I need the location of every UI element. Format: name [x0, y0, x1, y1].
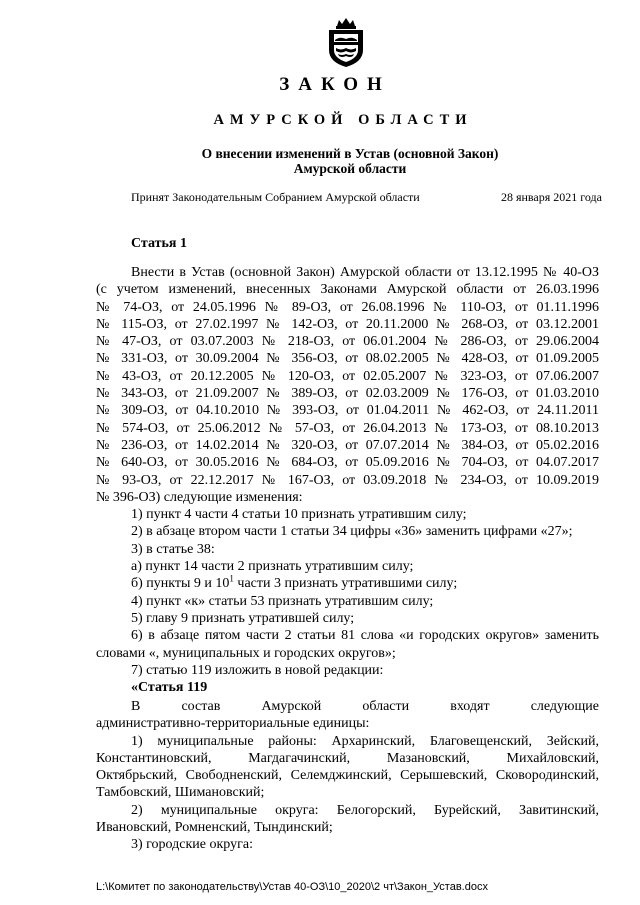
list-item [96, 575, 599, 592]
list-item: 3) городские округа: [131, 837, 253, 853]
list-item: 1) муниципальные районы: Архаринский, Благовещенский, Зейский, [131, 733, 599, 749]
text-line: № 574-ОЗ, от 25.06.2012 № 57-ОЗ, от 26.04.2013 № 173-ОЗ, от 08.10.2013 [96, 420, 599, 436]
adopted-by: Принят Законодательным Собранием Амурской области [131, 190, 420, 204]
article-heading: Статья 1 [131, 236, 187, 251]
text-line: № 309-ОЗ, от 04.10.2010 № 393-ОЗ, от 01.04.2011 № 462-ОЗ, от 24.11.2011 [96, 403, 599, 419]
superscript: 1 [229, 573, 234, 584]
subtitle-line: О внесении изменений в Устав (основной Закон) [201, 146, 499, 161]
text-line: № 236-ОЗ, от 14.02.2014 № 320-ОЗ, от 07.07.2014 № 384-ОЗ, от 05.02.2016 [96, 437, 599, 453]
text-line: Константиновский, Магдагачинский, Мазановский, Михайловский, [96, 750, 599, 766]
list-item-text: части 3 признать утратившими силу; [233, 576, 458, 592]
coat-of-arms-icon [325, 18, 367, 68]
text-line: (с учетом изменений, внесенных Законами Амурской области от 26.03.1996 [96, 282, 599, 298]
text-line: № 343-ОЗ, от 21.09.2007 № 389-ОЗ, от 02.03.2009 № 176-ОЗ, от 01.03.2010 [96, 386, 599, 402]
text-line: № 74-ОЗ, от 24.05.1996 № 89-ОЗ, от 26.08.1996 № 110-ОЗ, от 01.11.1996 [96, 299, 599, 315]
list-item: 3) в статье 38: [131, 541, 215, 557]
text-line: Внести в Устав (основной Закон) Амурской области от 13.12.1995 № 40-ОЗ [131, 265, 599, 280]
text-line: Ивановский, Ромненский, Тындинский; [96, 820, 333, 836]
list-item: 5) главу 9 признать утратившей силу; [131, 610, 355, 626]
subtitle-line: Амурской области [293, 161, 407, 176]
list-item-text: б) пункты 9 и 10 [131, 576, 230, 592]
list-item: 7) статью 119 изложить в новой редакции: [131, 662, 384, 678]
list-item: 4) пункт «к» статьи 53 признать утратившим силу; [131, 593, 434, 609]
document-subtitle [90, 146, 610, 176]
list-item: 2) муниципальные округа: Белогорский, Бурейский, Завитинский, [131, 802, 599, 818]
text-line: Октябрьский, Свободненский, Селемджинский, Серышевский, Сковородинский, [96, 768, 599, 784]
text-line: В состав Амурской области входят следующие [131, 699, 599, 714]
text-line: № 47-ОЗ, от 03.07.2003 № 218-ОЗ, от 06.01.2004 № 286-ОЗ, от 29.06.2004 [96, 334, 599, 350]
text-line: № 93-ОЗ, от 22.12.2017 № 167-ОЗ, от 03.09.2018 № 234-ОЗ, от 10.09.2019 [96, 472, 599, 488]
text-line: № 640-ОЗ, от 30.05.2016 № 684-ОЗ, от 05.09.2016 № 704-ОЗ, от 04.07.2017 [96, 455, 599, 471]
text-line: Тамбовский, Шимановский; [96, 785, 265, 801]
list-item: 1) пункт 4 части 4 статьи 10 признать утратившим силу; [131, 507, 467, 523]
document-title: ЗАКОН [279, 74, 391, 95]
article-119-body [96, 698, 599, 854]
list-item: а) пункт 14 части 2 признать утратившим силу; [131, 559, 414, 575]
article-body [96, 264, 599, 696]
adopted-date: 28 января 2021 года [500, 190, 602, 204]
text-line: № 43-ОЗ, от 20.12.2005 № 120-ОЗ, от 02.05.2007 № 323-ОЗ, от 07.06.2007 [96, 368, 599, 384]
text-line: словами «, муниципальных и городских округов»; [96, 645, 396, 661]
list-item: 2) в абзаце втором части 1 статьи 34 цифры «36» заменить цифрами «27»; [131, 524, 573, 540]
file-path-footer: L:\Комитет по законодательству\Устав 40-ОЗ\10_2020\2 чт\Закон_Устав.docx [96, 881, 488, 893]
text-line: № 396-ОЗ) следующие изменения: [96, 489, 303, 505]
text-line: административно-территориальные единицы: [96, 716, 370, 732]
new-article-heading: «Статья 119 [131, 680, 208, 696]
text-line: № 331-ОЗ, от 30.09.2004 № 356-ОЗ, от 08.02.2005 № 428-ОЗ, от 01.09.2005 [96, 351, 599, 367]
document-region: АМУРСКОЙ ОБЛАСТИ [213, 112, 473, 128]
list-item: 6) в абзаце пятом части 2 статьи 81 слова «и городских округов» заменить [131, 628, 599, 644]
text-line: № 115-ОЗ, от 27.02.1997 № 142-ОЗ, от 20.11.2000 № 268-ОЗ, от 03.12.2001 [96, 316, 599, 332]
